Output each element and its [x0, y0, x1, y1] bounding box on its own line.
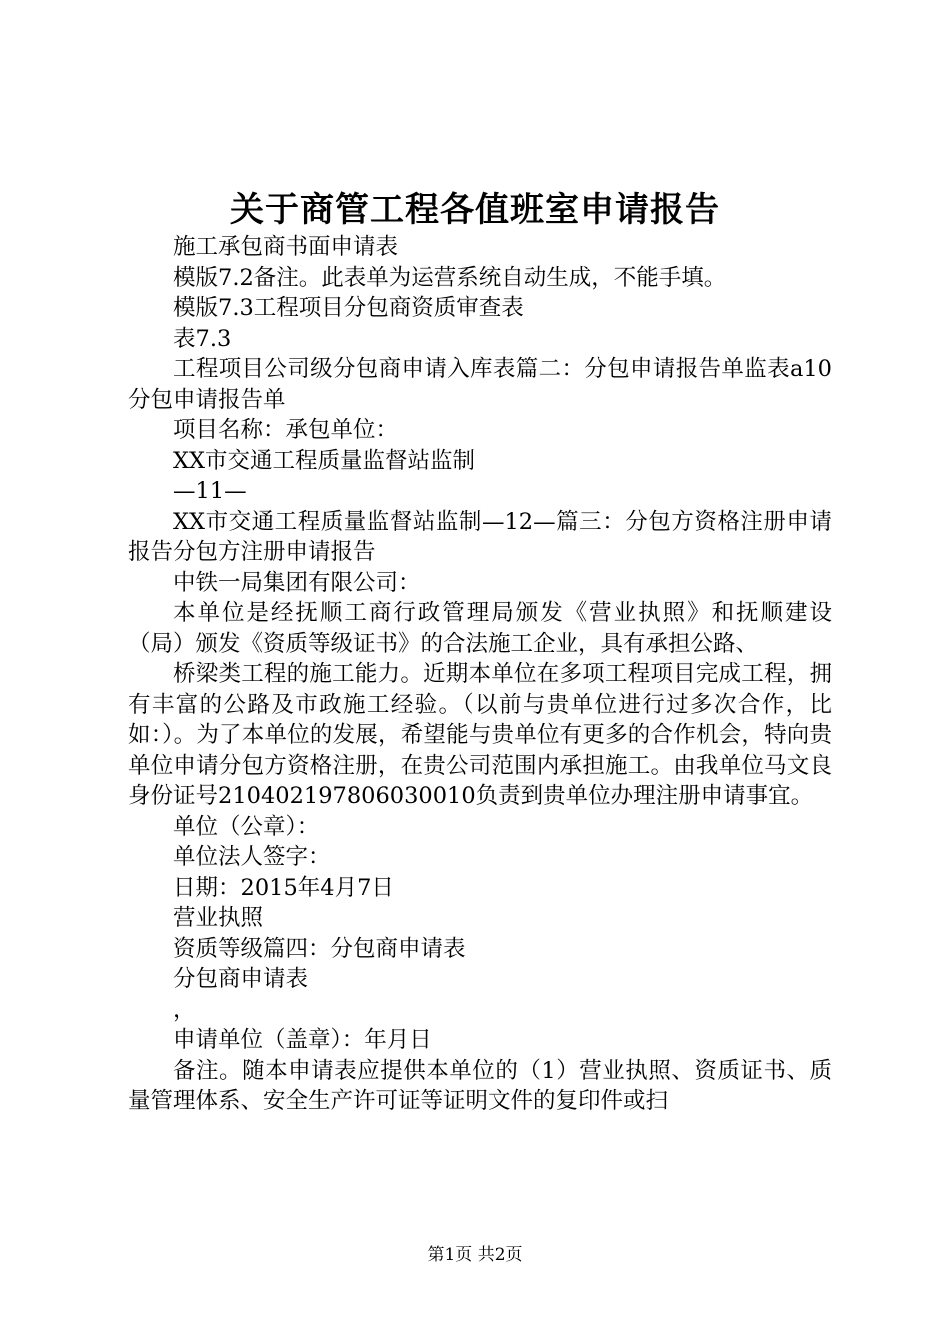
page-footer: 第1页 共2页: [427, 1245, 523, 1265]
paragraph: 模版7.3工程项目分包商资质审查表: [173, 295, 524, 321]
paragraph: 日期：2015年4月7日: [173, 874, 394, 901]
paragraph: 本单位是经抚顺工商行政管理局颁发《营业执照》和抚顺建设（局）颁发《资质等级证书》的合法施工企业，具有承担公路、: [128, 600, 832, 657]
paragraph: 表7.3: [173, 325, 232, 352]
paragraph: 工程项目公司级分包商申请入库表篇二：分包申请报告单监表a10分包申请报告单: [128, 356, 832, 413]
paragraph: 模版7.2备注。此表单为运营系统自动生成，不能手填。: [173, 264, 727, 291]
paragraph: ，: [173, 996, 196, 1023]
paragraph: 桥梁类工程的施工能力。近期本单位在多项工程项目完成工程，拥有丰富的公路及市政施工经验。（以前与贵单位进行过多次合作，比如：）。为了本单位的发展，希望能与贵单位有更多的合作机会，特向贵单位申请分包方资格注册，在贵公司范围内承担施工。由我单位马文良身份证号210402197806030010负责到贵单位办理注册申请事宜。: [128, 661, 832, 809]
document-body: [128, 232, 832, 1117]
paragraph: 申请单位（盖章）：年月日: [173, 1027, 432, 1053]
paragraph: 备注。随本申请表应提供本单位的（1）营业执照、资质证书、质量管理体系、安全生产许可证等证明文件的复印件或扫: [128, 1057, 832, 1114]
paragraph: 中铁一局集团有限公司：: [173, 569, 421, 596]
paragraph: 项目名称：承包单位：: [173, 417, 399, 443]
paragraph: 施工承包商书面申请表: [173, 234, 399, 260]
paragraph: 营业执照: [173, 905, 264, 931]
paragraph: 资质等级篇四：分包商申请表: [173, 935, 466, 962]
paragraph: XX市交通工程质量监督站监制: [173, 447, 476, 474]
paragraph: 单位（公章）：: [173, 813, 320, 840]
paragraph: —11—: [173, 478, 247, 504]
document-title: 关于商管工程各值班室申请报告: [230, 190, 720, 230]
paragraph: 单位法人签字：: [173, 844, 331, 870]
paragraph: 分包商申请表: [173, 966, 309, 992]
paragraph: XX市交通工程质量监督站监制—12—篇三：分包方资格注册申请报告分包方注册申请报告: [128, 508, 832, 565]
